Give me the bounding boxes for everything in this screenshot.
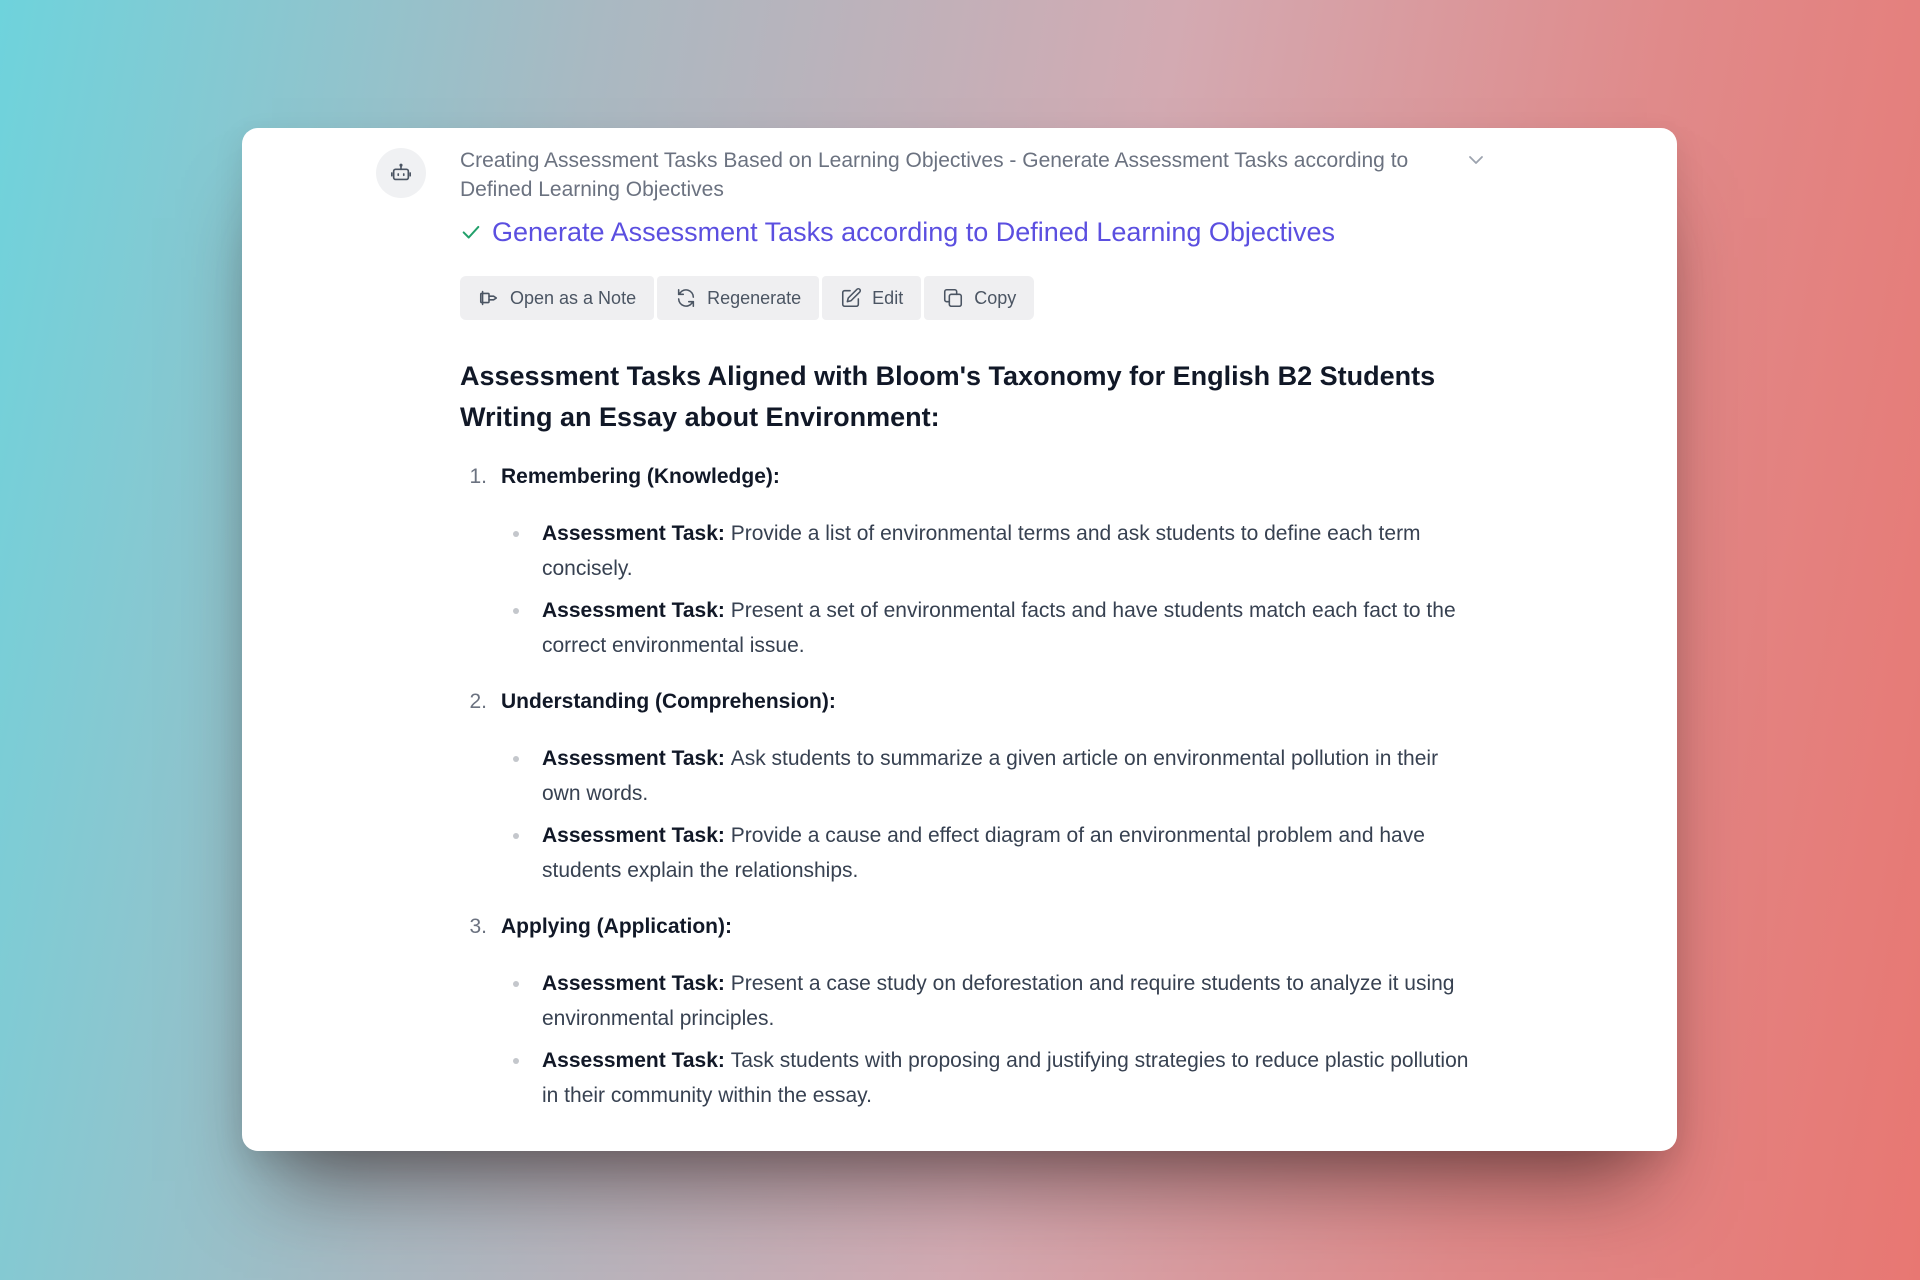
task-list	[460, 741, 1480, 888]
list-item	[460, 516, 1472, 586]
section-number: 1.	[469, 465, 487, 488]
section-header	[460, 912, 1480, 942]
message-content	[460, 146, 1480, 1120]
task-label: Assessment Task:	[542, 747, 731, 770]
task-label: Assessment Task:	[542, 599, 731, 622]
task-text: Provide a list of environmental terms and ask students to define each term concisely.	[542, 522, 1421, 580]
chat-message-card	[242, 128, 1677, 1151]
bullet-dot	[513, 833, 519, 839]
task-text: Task students with proposing and justifying strategies to reduce plastic pollution in their community within the essay.	[542, 1049, 1469, 1107]
task-text: Ask students to summarize a given article on environmental pollution in their own words.	[542, 747, 1439, 805]
regenerate-label: Regenerate	[707, 287, 802, 308]
list-item	[460, 966, 1472, 1036]
bullet-dot	[513, 1058, 519, 1064]
section-applying	[460, 912, 1480, 1113]
response-heading: Assessment Tasks Aligned with Bloom's Taxonomy for English B2 Students Writing an Essay about Environment:	[460, 361, 1436, 432]
section-number: 2.	[469, 690, 487, 713]
assistant-avatar	[376, 148, 426, 198]
robot-icon	[390, 162, 412, 184]
task-label: Assessment Task:	[542, 1049, 731, 1072]
regenerate-button[interactable]	[657, 276, 819, 320]
section-label: Understanding (Comprehension):	[501, 690, 836, 713]
task-list	[460, 966, 1480, 1113]
list-item	[460, 593, 1472, 663]
breadcrumb: Creating Assessment Tasks Based on Learning Objectives - Generate Assessment Tasks according to Defined Learning Objectives	[460, 149, 1409, 201]
task-title-row	[460, 214, 1480, 250]
task-text: Provide a cause and effect diagram of an environmental problem and have students explain the relationships.	[542, 824, 1425, 882]
open-as-note-label: Open as a Note	[510, 287, 637, 308]
section-label: Remembering (Knowledge):	[501, 465, 780, 488]
edit-label: Edit	[872, 287, 904, 308]
check-icon	[460, 221, 482, 243]
task-text: Present a set of environmental facts and have students match each fact to the correct environmental issue.	[542, 599, 1456, 657]
list-item	[460, 741, 1472, 811]
copy-label: Copy	[974, 287, 1017, 308]
section-remembering	[460, 462, 1480, 663]
task-list	[460, 516, 1480, 663]
bullet-dot	[513, 981, 519, 987]
edit-icon	[840, 287, 862, 309]
bullet-dot	[513, 608, 519, 614]
bullet-dot	[513, 756, 519, 762]
section-understanding	[460, 687, 1480, 888]
list-item	[460, 818, 1472, 888]
section-header	[460, 687, 1480, 717]
note-icon	[478, 287, 500, 309]
refresh-icon	[675, 287, 697, 309]
bullet-dot	[513, 531, 519, 537]
message-toolbar	[460, 276, 1480, 320]
copy-button[interactable]	[924, 276, 1034, 320]
section-number: 3.	[469, 915, 487, 938]
edit-button[interactable]	[822, 276, 921, 320]
task-title: Generate Assessment Tasks according to Defined Learning Objectives	[492, 217, 1335, 247]
section-header	[460, 462, 1480, 492]
task-text: Present a case study on deforestation and require students to analyze it using environmental principles.	[542, 972, 1455, 1030]
copy-icon	[942, 287, 964, 309]
task-label: Assessment Task:	[542, 824, 731, 847]
open-as-note-button[interactable]	[460, 276, 654, 320]
task-label: Assessment Task:	[542, 972, 731, 995]
task-label: Assessment Task:	[542, 522, 731, 545]
section-label: Applying (Application):	[501, 915, 732, 938]
list-item	[460, 1043, 1472, 1113]
